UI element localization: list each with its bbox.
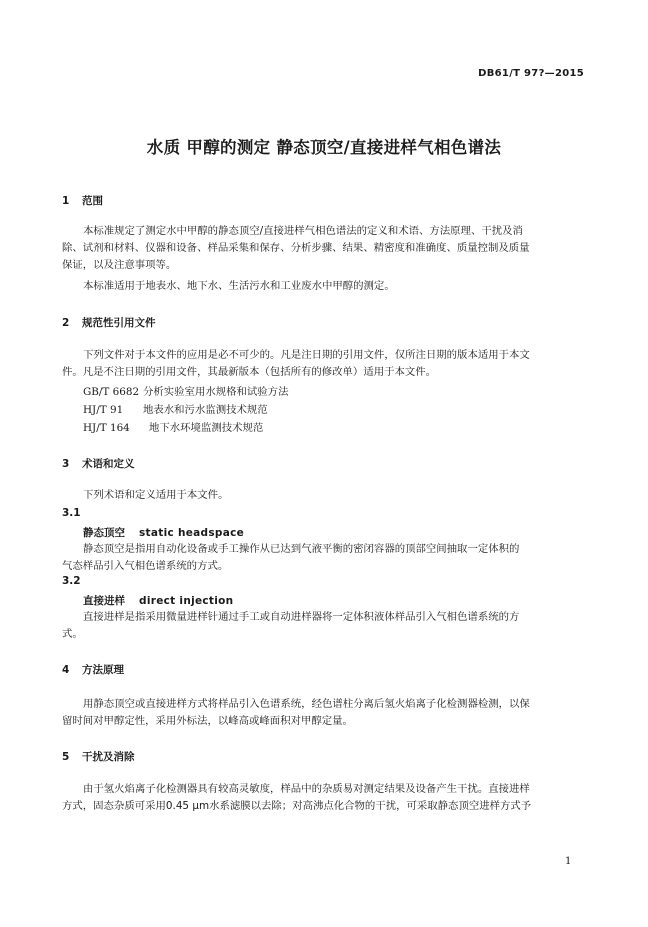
section-number: 2 — [62, 317, 70, 329]
reference-code: HJ/T 91 — [83, 404, 124, 416]
section-4-heading — [62, 662, 124, 677]
section-title: 干扰及消除 — [82, 751, 135, 763]
section-title: 方法原理 — [82, 664, 124, 676]
text-line: 式。 — [62, 628, 83, 640]
text-line: 气态样品引入气相色谱系统的方式。 — [62, 560, 229, 572]
text-line: 保证，以及注意事项等。 — [62, 259, 177, 271]
reference-title: 地下水环境监测技术规范 — [149, 422, 264, 434]
section-number: 3 — [62, 458, 70, 470]
reference-item — [83, 401, 268, 416]
reference-code: GB/T 6682 — [83, 386, 140, 398]
reference-title: 分析实验室用水规格和试验方法 — [143, 386, 289, 398]
section-4-paragraph-1 — [62, 696, 530, 730]
document-title: 水质 甲醇的测定 静态顶空/直接进样气相色谱法 — [146, 138, 502, 157]
term-definition — [62, 609, 519, 643]
reference-title: 地表水和污水监测技术规范 — [143, 404, 268, 416]
text-line: 由于氢火焰离子化检测器具有较高灵敏度，样品中的杂质易对测定结果及设备产生干扰。直接进样 — [83, 783, 530, 795]
text-line: 件。凡是不注日期的引用文件，其最新版本（包括所有的修改单）适用于本文件。 — [62, 366, 437, 378]
term-name-cn: 直接进样 — [83, 595, 125, 607]
term-heading — [83, 593, 233, 608]
section-3-heading — [62, 456, 135, 471]
standard-code: DB61/T 97?—2015 — [478, 68, 584, 79]
section-2-heading — [62, 315, 156, 330]
reference-item — [83, 419, 263, 434]
text-line: 直接进样是指采用微量进样针通过手工或自动进样器将一定体积液体样品引入气相色谱系统的方 — [83, 611, 520, 623]
reference-item — [83, 383, 288, 398]
section-number: 5 — [62, 751, 70, 763]
term-number: 3.2 — [62, 575, 81, 587]
section-title: 范围 — [82, 195, 103, 207]
section-5-paragraph-1 — [62, 781, 531, 815]
section-1-paragraph-1 — [62, 223, 530, 274]
section-number: 4 — [62, 664, 70, 676]
text-line: 下列文件对于本文件的应用是必不可少的。凡是注日期的引用文件，仅所注日期的版本适用于本文 — [83, 349, 530, 361]
text-line: 除、试剂和材料、仪器和设备、样品采集和保存、分析步骤、结果、精密度和准确度、质量控制及质量 — [62, 242, 530, 254]
text-line: 方式，固态杂质可采用0.45 μm水系滤膜以去除；对高沸点化合物的干扰，可采取静态顶空进样方式予 — [62, 800, 532, 812]
section-5-heading — [62, 749, 135, 764]
section-2-paragraph-1 — [62, 347, 530, 381]
section-number: 1 — [62, 195, 70, 207]
term-name-en: direct injection — [139, 595, 234, 607]
page-number: 1 — [565, 856, 572, 867]
section-1-heading — [62, 193, 103, 208]
text-line: 留时间对甲醇定性，采用外标法，以峰高或峰面积对甲醇定量。 — [62, 715, 353, 727]
section-1-paragraph-2: 本标准适用于地表水、地下水、生活污水和工业废水中甲醇的测定。 — [83, 280, 395, 292]
section-title: 术语和定义 — [82, 458, 135, 470]
text-line: 静态顶空是指用自动化设备或手工操作从已达到气液平衡的密闭容器的顶部空间抽取一定体积的 — [83, 543, 520, 555]
term-number: 3.1 — [62, 507, 81, 519]
term-definition — [62, 541, 519, 575]
term-heading — [83, 525, 244, 540]
term-name-cn: 静态顶空 — [83, 527, 125, 539]
text-line: 本标准规定了测定水中甲醇的静态顶空/直接进样气相色谱法的定义和术语、方法原理、干扰及消 — [83, 225, 523, 237]
text-line: 用静态顶空或直接进样方式将样品引入色谱系统，经色谱柱分离后氢火焰离子化检测器检测，以保 — [83, 698, 530, 710]
term-name-en: static headspace — [139, 527, 245, 539]
section-title: 规范性引用文件 — [82, 317, 156, 329]
section-3-intro: 下列术语和定义适用于本文件。 — [83, 489, 229, 501]
reference-code: HJ/T 164 — [83, 422, 130, 434]
